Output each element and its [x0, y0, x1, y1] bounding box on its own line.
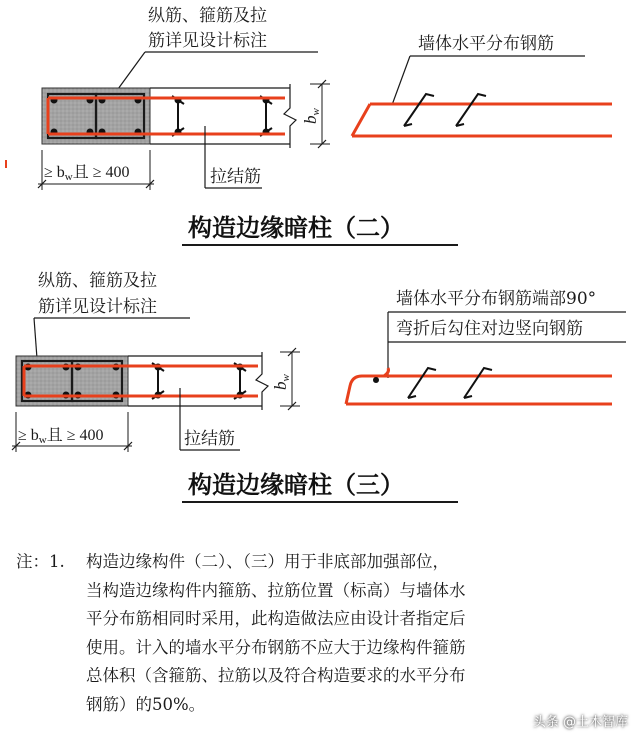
fig3-label-right-line2: 弯折后勾住对边竖向钢筋 [396, 319, 583, 339]
fig3-detail-vertical-bar [373, 377, 379, 383]
svg-text:bw: bw [301, 108, 322, 124]
note-text-4: 使用。计入的墙水平分布钢筋不应大于边缘构件箍筋 [86, 637, 466, 657]
fig2-right-leader [392, 56, 410, 105]
fig3-detail-rebar-hook [384, 368, 389, 376]
fig2-label-right: 墙体水平分布钢筋 [418, 34, 554, 54]
fig2-tie-bar-1 [172, 96, 184, 136]
svg-text:bw: bw [271, 374, 292, 390]
note-text-2: 当构造边缘构件内箍筋、拉筋位置（标高）与墙体水 [86, 580, 466, 600]
fig3-label-left-line2: 筋详见设计标注 [38, 297, 157, 317]
fig2-label-left-line2: 筋详见设计标注 [148, 31, 267, 51]
note-block [16, 548, 628, 719]
note-text-6: 钢筋）的50%。 [86, 694, 206, 714]
fig3-dim-width: ≥ bw且 ≥ 400 [18, 427, 104, 446]
fig3-detail-tie-2 [464, 368, 492, 398]
fig3-label-right-line1: 墙体水平分布钢筋端部90° [396, 289, 597, 309]
fig3-dim-bw [271, 374, 292, 391]
fig3-title: 构造边缘暗柱（三） [188, 471, 404, 499]
fig2-tie-bar-2 [260, 96, 272, 136]
watermark: 头条 @土木智库 [532, 715, 628, 730]
note-text-5: 总体积（含箍筋、拉筋以及符合构造要求的水平分布 [86, 666, 466, 685]
note-prefix [16, 548, 86, 577]
note-text-3: 平分布筋相同时采用，此构造做法应由设计者指定后 [86, 609, 466, 628]
fig2-title: 构造边缘暗柱（二） [188, 214, 404, 242]
figure-3 [12, 271, 626, 502]
fig2-detail-rebar-bend [352, 104, 370, 136]
fig2-break-line [284, 84, 296, 148]
note-line-1 [16, 548, 628, 577]
fig3-label-left-line1: 纵筋、箍筋及拉 [38, 271, 157, 291]
note-text-1: 构造边缘构件（二）、（三）用于非底部加强部位， [86, 552, 449, 571]
note-prefix-text: 注： [16, 552, 49, 571]
fig2-label-left-line1: 纵筋、箍筋及拉 [148, 6, 267, 26]
figure-2 [6, 6, 612, 245]
fig2-dim-width: ≥ bw且 ≥ 400 [44, 164, 130, 183]
note-number: 1. [49, 552, 65, 571]
fig2-detail-tie-2 [456, 94, 486, 126]
fig3-tie-bar-2 [234, 363, 246, 399]
fig3-label-tie: 拉结筋 [184, 429, 235, 449]
fig2-label-tie: 拉结筋 [210, 167, 261, 187]
fig3-detail-tie-1 [408, 368, 436, 398]
fig2-detail-tie-1 [404, 94, 434, 126]
fig3-break-line [256, 352, 268, 410]
fig3-tie-bar-1 [152, 363, 164, 399]
fig2-dim-bw [301, 108, 322, 125]
